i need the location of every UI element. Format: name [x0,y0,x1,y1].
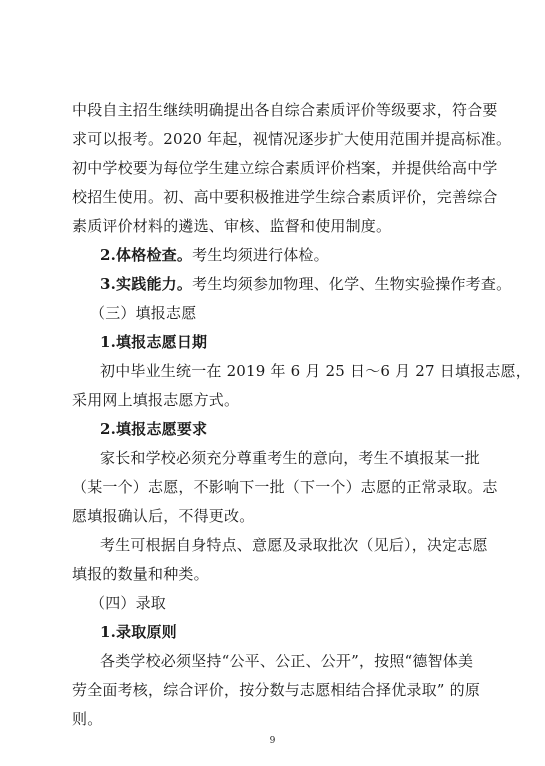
section-heading-3: （三）填报志愿 [90,304,197,322]
paragraph-line: 素质评价材料的遴选、审核、监督和使用制度。 [72,217,392,235]
paragraph-line: 初中毕业生统一在 2019 年 6 月 25 日～6 月 27 日填报志愿， [100,362,531,380]
subheading-application-requirements: 2.填报志愿要求 [100,420,208,438]
paragraph-line: 愿填报确认后，不得更改。 [72,507,255,525]
practical-ability-item [100,274,511,294]
paragraph-line: 中段自主招生继续明确提出各自综合素质评价等级要求，符合要 [72,101,498,119]
paragraph-line: 填报的数量和种类。 [72,565,209,583]
paragraph-line: 考生可根据自身特点、意愿及录取批次（见后），决定志愿 [100,536,488,554]
paragraph-line: 劳全面考核，综合评价，按分数与志愿相结合择优录取” 的原 [72,681,481,699]
paragraph-line: （某一个）志愿，不影响下一批（下一个）志愿的正常录取。志 [72,478,498,496]
paragraph-line: 初中学校要为每位学生建立综合素质评价档案，并提供给高中学 [72,159,498,177]
physical-exam-text: 考生均须进行体检。 [192,246,329,264]
page-number: 9 [269,736,276,746]
section-heading-4: （四）录取 [90,594,167,612]
physical-exam-item [100,245,329,265]
physical-exam-heading: 2.体格检查。 [100,246,193,264]
paragraph-line: 求可以报考。2020 年起，视情况逐步扩大使用范围并提高标准。 [72,130,512,148]
paragraph-line: 各类学校必须坚持“公平、公正、公开”，按照“德智体美 [100,652,474,670]
subheading-admission-principle: 1.录取原则 [100,623,177,641]
subheading-application-date: 1.填报志愿日期 [100,333,208,351]
practical-ability-heading: 3.实践能力。 [100,275,193,293]
paragraph-line: 家长和学校必须充分尊重考生的意向，考生不填报某一批 [100,449,481,467]
paragraph-line: 采用网上填报志愿方式。 [72,391,240,409]
practical-ability-text: 考生均须参加物理、化学、生物实验操作考查。 [192,275,512,293]
paragraph-line: 校招生使用。初、高中要积极推进学生综合素质评价，完善综合 [72,188,498,206]
paragraph-line: 则。 [72,710,103,728]
